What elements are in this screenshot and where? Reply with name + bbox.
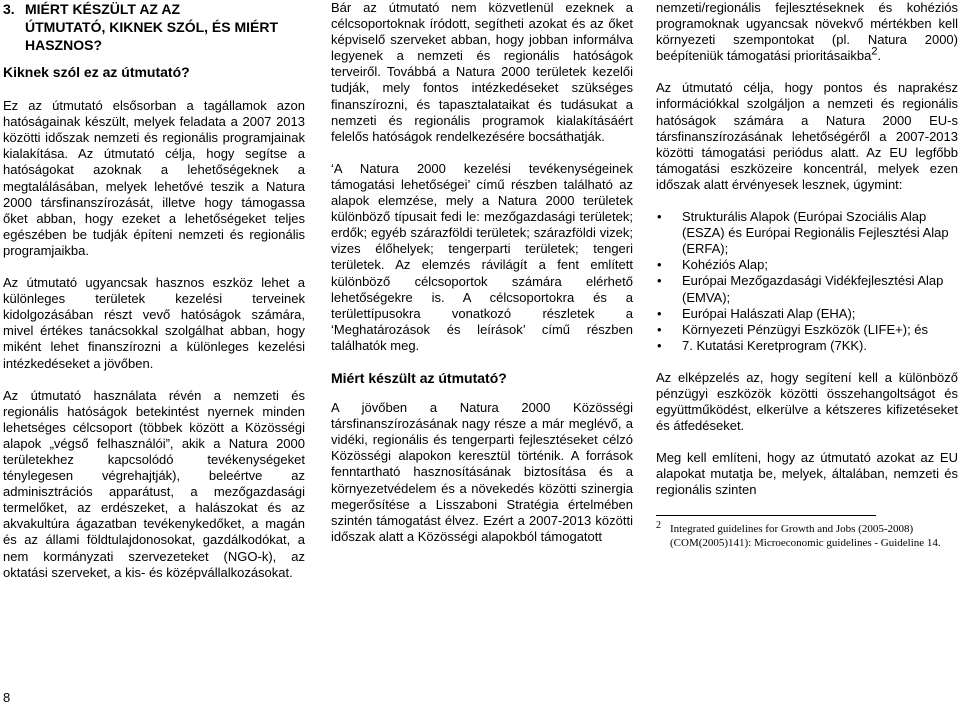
paragraph: A jövőben a Natura 2000 Közösségi társfinanszírozásának nagy része a már meglévő, a vidéki, regionális és tengerparti fejlesztéseket célzó Közösségi alapokon keresztül történik. A források fenntartható hasznosításának biztosítása és a környezetvédelem és a növekedés közötti szinergia megerősítése a Lisszaboni Stratégia értelmében szintén támogatást élvez. Ezért a 2007-2013 közötti időszak alatt a Közösségi alapokból támogatott (331, 400, 633, 544)
paragraph: Az elképzelés az, hogy segítení kell a különböző pénzügyi eszközök közötti összehangoltságot és együttműködést, elkerülve a kétszeres kifizetéseket és átfedéseket. (656, 369, 958, 434)
list-item-text: Környezeti Pénzügyi Eszközök (LIFE+); és (682, 321, 929, 337)
bullet-icon: • (657, 273, 662, 289)
list-item (656, 209, 958, 257)
list-item-text: Kohéziós Alap; (682, 257, 769, 273)
chapter-number: 3. (3, 1, 15, 17)
chapter-heading (3, 0, 305, 54)
column-3 (656, 0, 958, 550)
list-item (656, 257, 958, 273)
bullet-icon: • (657, 257, 662, 273)
funding-instruments-list (656, 209, 958, 354)
section-heading-miert: Miért készült az útmutató? (331, 369, 507, 386)
paragraph: Ez az útmutató elsősorban a tagállamok azon hatóságainak készült, melyek feladata a 2007 2013 közötti időszak nemzeti és regionális programjainak kialakítása. Az útmutató célja, hogy segítse a hatóságokat azoknak a lehetőségeknek a megtalálásában, melyek lehetővé teszik a Natura 2000 társfinanszírozását, illetve hogy támogassa őket abban, hogy ezeket a lehetőségeket teljes egészében be tudják építeni nemzeti és regionális programjaikba. (3, 98, 305, 258)
list-item (656, 306, 958, 322)
bullet-icon: • (657, 337, 662, 353)
footnote-number: 2 (656, 519, 661, 531)
bullet-icon: • (657, 209, 662, 225)
list-item (656, 338, 958, 354)
list-item-text: Európai Mezőgazdasági Vidékfejlesztési Alap (EMVA); (682, 273, 944, 305)
paragraph: ‘A Natura 2000 kezelési tevékenységeinek támogatási lehetőségei’ című részben található az alapok elemzése, mely a Natura 2000 területek különböző típusait fedi le: mezőgazdasági területek; erdők; egyéb szárazföldi területek; szárazföldi vizek; vizes élőhelyek; tengerparti területek; tengeri területek. Az elemzés rávilágít a fent említett különböző célcsoportok számára elérhető lehetőségekre is. A célcsoportokra és a területtípusokra vonatkozó részletek a ‘Meghatározások és leírások’ című részben találhatók meg. (331, 160, 633, 353)
column-1 (3, 0, 305, 597)
footnote-divider (656, 515, 876, 516)
paragraph: Bár az útmutató nem közvetlenül ezeknek a célcsoportoknak íródott, segítheti azokat és az őket képviselő szerveket abban, hogy jobban informálva legyenek a nemzeti és regionális hatóságok terveiről. Továbbá a Natura 2000 területek kezelői tudják, mely fontos intézkedéseket szükséges finanszírozni, és tapasztalataikat és tudásukat a nemzeti és regionális programok kialakításáért felelős hatóságok rendelkezésére bocsáthatják. (331, 0, 633, 144)
bullet-icon: • (657, 305, 662, 321)
list-item-text: Strukturális Alapok (Európai Szociális Alap (ESZA) és Európai Regionális Fejlesztési Alap (ERFA); (682, 209, 949, 257)
list-item-text: Európai Halászati Alap (EHA); (682, 305, 856, 321)
paragraph-text: nemzeti/regionális fejlesztéseknek és kohéziós programoknak ugyancsak növekvő mértékben kell környezeti szempontokat (pl. Natura 2000) beépíteniük támogatási prioritásaikba (656, 0, 958, 64)
list-item-text: 7. Kutatási Keretprogram (7KK). (682, 337, 867, 353)
footnote-reference[interactable]: 2 (871, 45, 878, 58)
list-item (656, 273, 958, 305)
section-heading-kiknek: Kiknek szól ez az útmutató? (3, 64, 190, 80)
column-2 (331, 0, 633, 561)
footnote-text: Integrated guidelines for Growth and Jobs (2005-2008) (COM(2005)141): Microeconomic guidelines - Guideline 14. (670, 522, 941, 549)
paragraph: Meg kell említeni, hogy az útmutató azokat az EU alapokat mutatja be, melyek, általában, nemzeti és regionális szinten (656, 450, 958, 498)
paragraph: Az útmutató használata révén a nemzeti és regionális hatóságok betekintést nyernek minden lehetséges célcsoport (többek között a Közösségi alapok „végső felhasználói”, akik a Natura 2000 területekhez kapcsolódó tevékenységeket ténylegesen végrehajtják), beleértve az adminisztrációs apparátust, a mezőgazdasági termelőket, az erdészeket, a halászokat és az akvakultúra ágazatban tevékenykedőket, a magán és az állami földtulajdonosokat, gazdálkodókat, a nem kormányzati szervezeteket (NGO-k), az oktatási szerveket, a kis- és középvállalkozásokat. (3, 387, 305, 580)
paragraph-end: . (877, 48, 882, 64)
page-number: 8 (3, 690, 11, 705)
bullet-icon: • (657, 321, 662, 337)
paragraph: Az útmutató ugyancsak hasznos eszköz lehet a különleges területek kezelési terveinek kidolgozásában részt vevő hatóságok számára, mivel értékes tanácsokkal szolgálhat abban, hogy miként lehet finanszírozni a különleges kezelési intézkedéseket a jövőben. (3, 275, 305, 371)
list-item (656, 322, 958, 338)
footnote (656, 519, 958, 550)
paragraph (656, 0, 958, 64)
chapter-title-line1: MIÉRT KÉSZÜLT AZ AZ (25, 1, 181, 17)
paragraph: Az útmutató célja, hogy pontos és naprakész információkkal szolgáljon a nemzeti és regionális hatóságok számára a Natura 2000 EU-s társfinanszírozásának lehetőségéről a 2007-2013 közötti támogatási periódus alatt. Az EU legfőbb támogatási eszközeire koncentrál, melyek ezen időszak alatt érvényesek lesznek, úgymint: (656, 80, 958, 192)
chapter-title-line2: ÚTMUTATÓ, KIKNEK SZÓL, ÉS MIÉRT HASZNOS? (25, 19, 279, 53)
